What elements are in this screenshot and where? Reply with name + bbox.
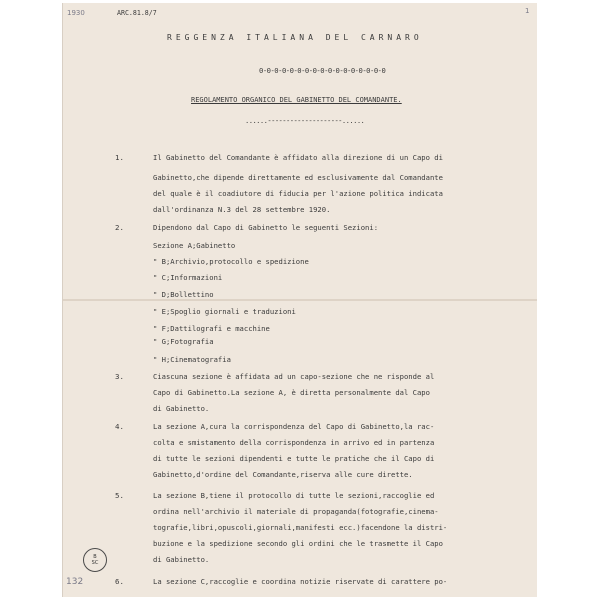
paragraph-number: 5.	[115, 491, 124, 500]
subtitle-divider: ......--------------------......	[245, 116, 365, 125]
margin-year-mark: 1930	[67, 9, 85, 17]
paragraph-number: 1.	[115, 153, 124, 162]
body-text-line: " H;Cinematografia	[153, 355, 231, 364]
body-text-line: di Gabinetto.	[153, 555, 210, 564]
stamp-top-letter: B	[93, 554, 97, 560]
stamp-bottom-letters: SC	[91, 560, 99, 566]
body-text-line: Sezione A;Gabinetto	[153, 241, 236, 250]
title-divider: 0-0-0-0-0-0-0-0-0-0-0-0-0-0-0-0-0	[259, 66, 386, 75]
body-text-line: Capo di Gabinetto.La sezione A, è diretta personalmente dal Capo	[153, 388, 430, 397]
paragraph-number: 6.	[115, 577, 124, 586]
document-title: REGGENZA ITALIANA DEL CARNARO	[167, 33, 423, 42]
body-text-line: " B;Archivio,protocollo e spedizione	[153, 257, 309, 266]
body-text-line: ordina nell'archivio il materiale di propaganda(fotografie,cinema-	[153, 507, 439, 516]
body-text-line: " G;Fotografia	[153, 337, 214, 346]
body-text-line: " C;Informazioni	[153, 273, 223, 282]
body-text-line: tografie,libri,opuscoli,giornali,manifesti ecc.)facendone la distri-	[153, 523, 448, 532]
body-text-line: colta e smistamento della corrispondenza in arrivo ed in partenza	[153, 438, 435, 447]
paragraph-number: 2.	[115, 223, 124, 232]
archive-stamp	[83, 548, 107, 572]
archive-reference: ARC.81.8/7	[117, 9, 157, 17]
body-text-line: " F;Dattilografi e macchine	[153, 324, 270, 333]
body-text-line: Ciascuna sezione è affidata ad un capo-sezione che ne risponde al	[153, 372, 435, 381]
page-mark: 1	[525, 7, 530, 15]
body-text-line: La sezione A,cura la corrispondenza del Capo di Gabinetto,la rac-	[153, 422, 435, 431]
document-subtitle: REGOLAMENTO ORGANICO DEL GABINETTO DEL COMANDANTE.	[191, 96, 402, 104]
page-number-handwritten: 132	[66, 577, 84, 587]
body-text-line: Gabinetto,d'ordine del Comandante,riserva alle cure dirette.	[153, 470, 413, 479]
body-text-line: La sezione C,raccoglie e coordina notizie riservate di carattere po-	[153, 577, 448, 586]
body-text-line: di Gabinetto.	[153, 404, 210, 413]
body-text-line: dall'ordinanza N.3 del 28 settembre 1920.	[153, 205, 331, 214]
paper-fold	[63, 299, 537, 301]
paragraph-number: 3.	[115, 372, 124, 381]
paragraph-number: 4.	[115, 422, 124, 431]
body-text-line: buzione e la spedizione secondo gli ordini che le trasmette il Capo	[153, 539, 443, 548]
body-text-line: del quale è il coadiutore di fiducia per l'azione politica indicata	[153, 189, 443, 198]
body-text-line: Gabinetto,che dipende direttamente ed esclusivamente dal Comandante	[153, 173, 443, 182]
document-page	[62, 3, 537, 597]
body-text-line: di tutte le sezioni dipendenti e tutte le pratiche che il Capo di	[153, 454, 435, 463]
body-text-line: La sezione B,tiene il protocollo di tutte le sezioni,raccoglie ed	[153, 491, 435, 500]
body-text-line: " D;Bollettino	[153, 290, 214, 299]
body-text-line: Dipendono dal Capo di Gabinetto le seguenti Sezioni:	[153, 223, 379, 232]
body-text-line: " E;Spoglio giornali e traduzioni	[153, 307, 296, 316]
body-text-line: Il Gabinetto del Comandante è affidato alla direzione di un Capo di	[153, 153, 443, 162]
